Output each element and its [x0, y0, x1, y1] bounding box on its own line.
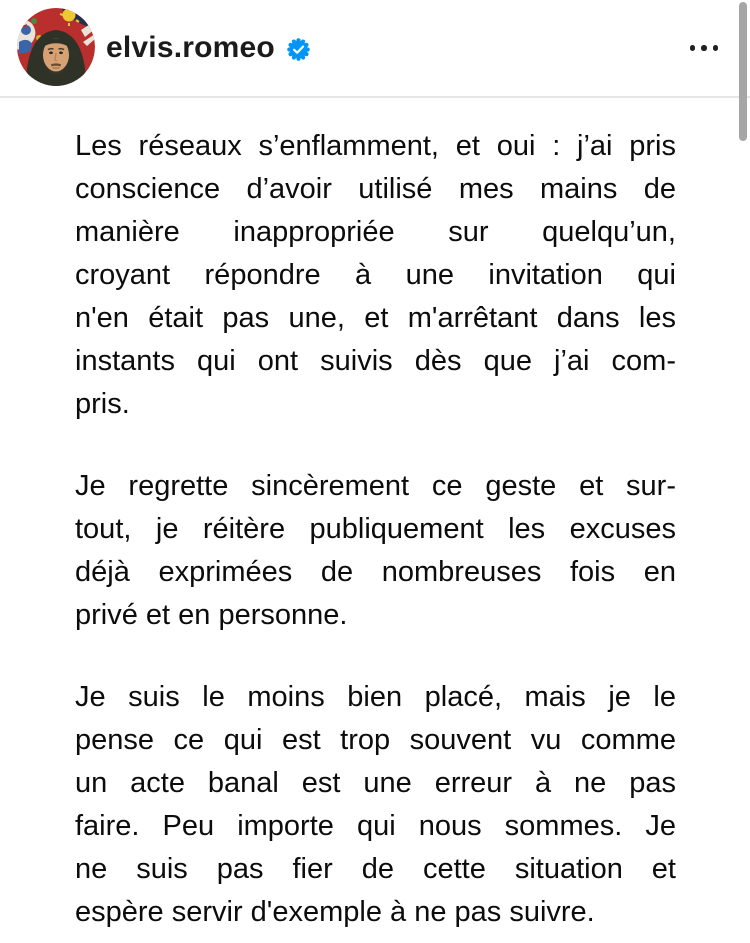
profile-photo-graphic [17, 8, 95, 86]
text-line: manière inappropriée sur quelqu’un, [75, 216, 676, 248]
text-line: un acte banal est une erreur à ne pas [75, 767, 676, 799]
text-line: privé et en personne. [75, 599, 348, 631]
text-line: déjà exprimées de nombreuses fois en [75, 556, 676, 588]
username-row [106, 0, 310, 96]
text-line: tout, je réitère publiquement les excuses [75, 513, 676, 545]
post-body [75, 98, 676, 943]
text-line: pris. [75, 388, 130, 420]
paragraph [75, 465, 676, 637]
text-line: instants qui ont suivis dès que j’ai com- [75, 345, 676, 377]
verified-badge-icon [287, 38, 310, 61]
text-line: Les réseaux s’enflamment, et oui : j’ai pris [75, 130, 676, 162]
text-line: faire. Peu importe qui nous sommes. Je [75, 810, 676, 842]
username[interactable]: elvis.romeo [106, 31, 275, 64]
text-line: pense ce qui est trop souvent vu comme [75, 724, 676, 756]
more-options-icon [713, 45, 719, 51]
text-line: conscience d’avoir utilisé mes mains de [75, 173, 676, 205]
paragraph [75, 676, 676, 934]
post-header [0, 0, 750, 96]
more-options-icon [701, 45, 707, 51]
text-line: Je suis le moins bien placé, mais je le [75, 681, 676, 713]
paragraph [75, 125, 676, 426]
text-line: n'en était pas une, et m'arrêtant dans les [75, 302, 676, 334]
text-line: Je regrette sincèrement ce geste et sur- [75, 470, 676, 502]
avatar[interactable] [17, 8, 95, 86]
text-line: croyant répondre à une invitation qui [75, 259, 676, 291]
more-options-icon [690, 45, 696, 51]
scrollbar-thumb[interactable] [739, 2, 747, 141]
more-options-button[interactable] [686, 36, 723, 60]
text-line: ne suis pas fier de cette situation et [75, 853, 676, 885]
text-line: espère servir d'exemple à ne pas suivre. [75, 896, 595, 928]
